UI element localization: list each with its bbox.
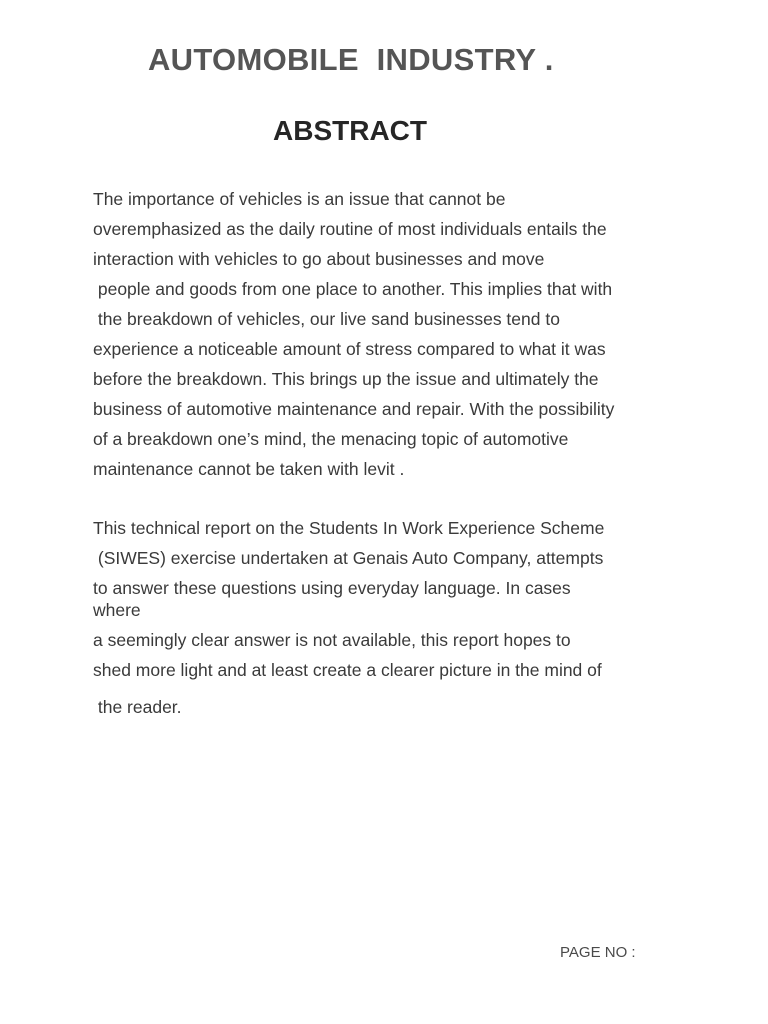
text-line: experience a noticeable amount of stress compared to what it was bbox=[93, 339, 606, 359]
text-line: of a breakdown one’s mind, the menacing topic of automotive bbox=[93, 429, 569, 449]
text-line: people and goods from one place to another. This implies that with bbox=[93, 279, 613, 299]
text-line: the reader. bbox=[93, 697, 182, 717]
text-line: maintenance cannot be taken with levit . bbox=[93, 459, 405, 479]
text-line: (SIWES) exercise undertaken at Genais Auto Company, attempts bbox=[93, 548, 604, 568]
text-line: where bbox=[93, 600, 141, 620]
text-line: a seemingly clear answer is not available, this report hopes to bbox=[93, 630, 571, 650]
text-line: This technical report on the Students In Work Experience Scheme bbox=[93, 518, 605, 538]
text-line: business of automotive maintenance and repair. With the possibility bbox=[93, 399, 615, 419]
text-line: overemphasized as the daily routine of most individuals entails the bbox=[93, 219, 607, 239]
text-line: before the breakdown. This brings up the issue and ultimately the bbox=[93, 369, 599, 389]
document-title: AUTOMOBILE INDUSTRY . bbox=[148, 42, 554, 77]
text-line: The importance of vehicles is an issue that cannot be bbox=[93, 189, 506, 209]
text-line: shed more light and at least create a clearer picture in the mind of bbox=[93, 660, 602, 680]
abstract-heading: ABSTRACT bbox=[273, 115, 427, 146]
text-line: the breakdown of vehicles, our live sand businesses tend to bbox=[93, 309, 560, 329]
text-line: to answer these questions using everyday language. In cases bbox=[93, 578, 571, 598]
text-line: interaction with vehicles to go about businesses and move bbox=[93, 249, 545, 269]
page-number-label: PAGE NO : bbox=[560, 944, 636, 961]
